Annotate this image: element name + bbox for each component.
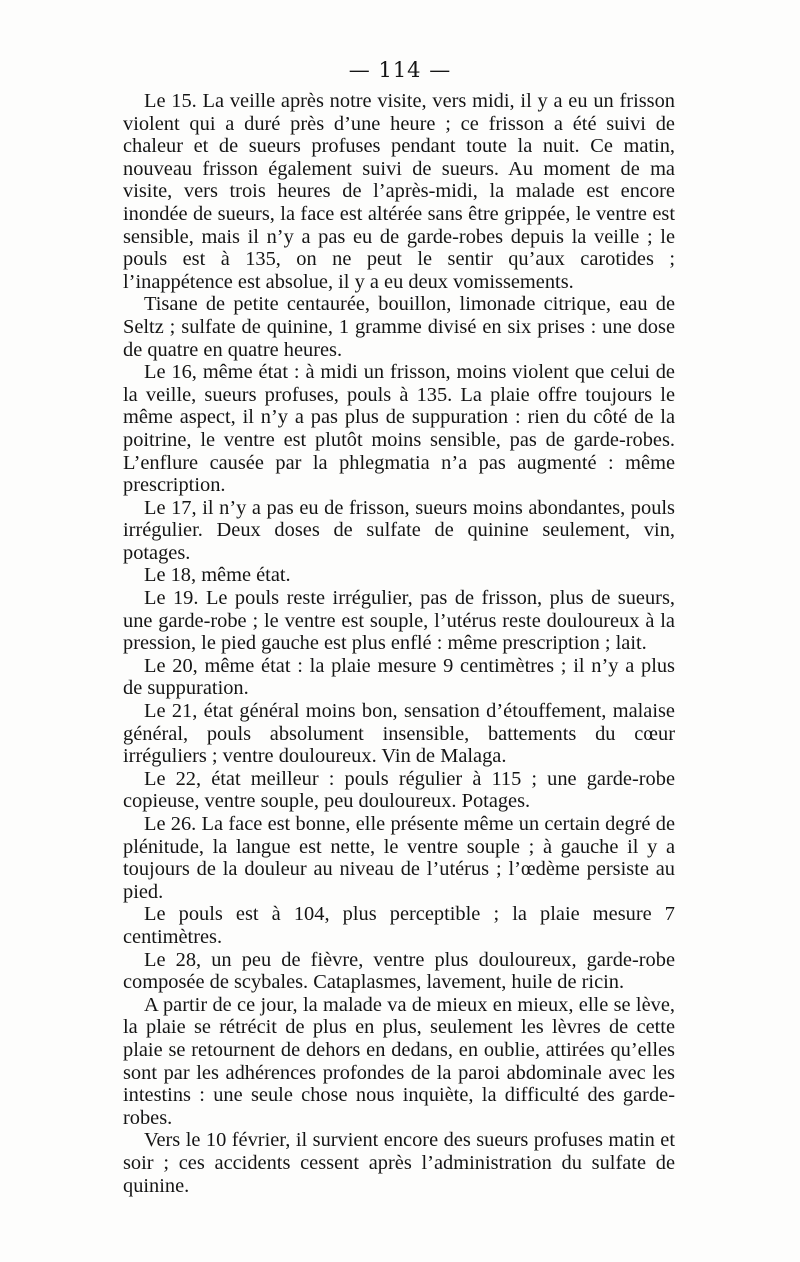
paragraph-day-19: Le 19. Le pouls reste irrégulier, pas de frisson, plus de sueurs, une garde-robe ; le ventre est souple, l’utérus reste douloureux à la pression, le pied gauche est plus enflé : même prescription ; lait. xyxy=(123,587,675,655)
paragraph-day-17: Le 17, il n’y a pas eu de frisson, sueurs moins abondantes, pouls irrégulier. Deux doses de sulfate de quinine seulement, vin, potages. xyxy=(123,496,675,564)
paragraph-day-15: Le 15. La veille après notre visite, vers midi, il y a eu un frisson violent qui a duré près d’une heure ; ce frisson a été suivi de chaleur et de sueurs profuses pendant toute la nuit. Ce matin, nouveau frisson également suivi de sueurs. Au moment de ma visite, vers trois heures de l’après-midi, la malade est encore inondée de sueurs, la face est altérée sans être grippée, le ventre est sensible, mais il n’y a pas eu de garde-robes depuis la veille ; le pouls est à 135, on ne peut le sentir qu’aux carotides ; l’inappétence est absolue, il y a eu deux vomissements. xyxy=(123,90,675,293)
body-text xyxy=(123,90,675,1197)
paragraph-pulse: Le pouls est à 104, plus perceptible ; la plaie mesure 7 centimètres. xyxy=(123,903,675,948)
paragraph-day-22: Le 22, état meilleur : pouls régulier à 115 ; une garde-robe copieuse, ventre souple, peu douloureux. Potages. xyxy=(123,767,675,813)
paragraph-day-16: Le 16, même état : à midi un frisson, moins violent que celui de la veille, sueurs profuses, pouls à 135. La plaie offre toujours le même aspect, il n’y a pas plus de suppuration : rien du côté de la poitrine, le ventre est plutôt moins sensible, pas de garde-robes. L’enflure causée par la phlegmatia n’a pas augmenté : même prescription. xyxy=(123,361,675,497)
paragraph-recovery: A partir de ce jour, la malade va de mieux en mieux, elle se lève, la plaie se rétrécit de plus en plus, seulement les lèvres de cette plaie se retournent de dehors en dedans, en oublie, attirées qu’elles sont par les adhérences profondes de la paroi abdominale avec les intestins : une seule chose nous inquiète, la difficulté des garde-robes. xyxy=(123,993,675,1129)
paragraph-prescription: Tisane de petite centaurée, bouillon, limonade citrique, eau de Seltz ; sulfate de quinine, 1 gramme divisé en six prises : une dose de quatre en quatre heures. xyxy=(123,293,675,361)
paragraph-day-26: Le 26. La face est bonne, elle présente même un certain degré de plénitude, la langue est nette, le ventre souple ; à gauche il y a toujours de la douleur au niveau de l’utérus ; l’œdème persiste au pied. xyxy=(123,813,675,903)
paragraph-february: Vers le 10 février, il survient encore des sueurs profuses matin et soir ; ces accidents cessent après l’administration du sulfate de quinine. xyxy=(123,1129,675,1197)
paragraph-day-20: Le 20, même état : la plaie mesure 9 centimètres ; il n’y a plus de suppuration. xyxy=(123,654,675,700)
paragraph-day-28: Le 28, un peu de fièvre, ventre plus douloureux, garde-robe composée de scybales. Cataplasmes, lavement, huile de ricin. xyxy=(123,948,675,994)
paragraph-day-18: Le 18, même état. xyxy=(144,564,291,587)
paragraph-day-21: Le 21, état général moins bon, sensation d’étouffement, malaise général, pouls absolument insensible, battements du cœur irréguliers ; ventre douloureux. Vin de Malaga. xyxy=(123,700,675,768)
page-number: — 114 — xyxy=(348,58,452,82)
